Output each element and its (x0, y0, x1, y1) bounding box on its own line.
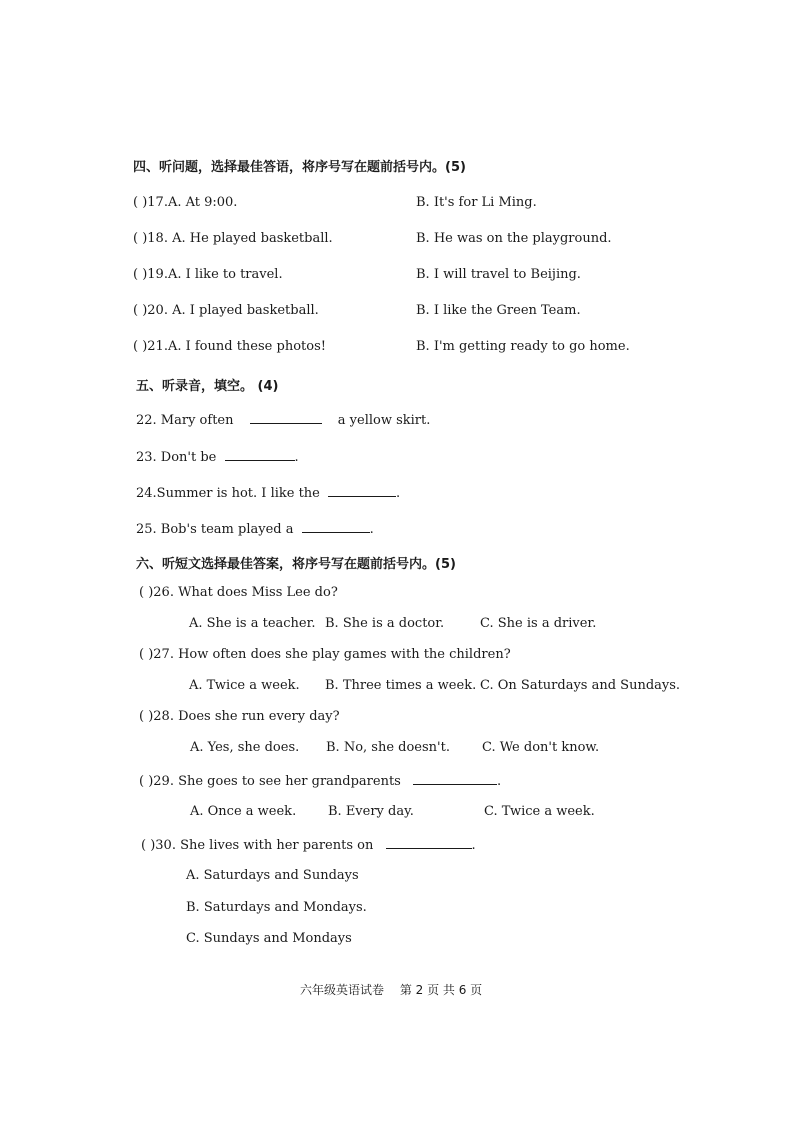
q29-tail: . (497, 774, 502, 789)
q22-line (136, 411, 430, 428)
q30-blank[interactable] (386, 836, 472, 849)
q26-option-c: C. She is a driver. (480, 616, 597, 631)
q30-option-b: B. Saturdays and Mondays. (186, 900, 367, 915)
q25-tail: . (369, 522, 374, 537)
q25-text: 25. Bob's team played a (136, 522, 294, 537)
section4-title: 四、听问题，选择最佳答语，将序号写在题前括号内。(5) (133, 160, 466, 175)
q17-option-b: B. It's for Li Ming. (416, 195, 537, 210)
q23-line (136, 448, 299, 465)
q28-option-a: A. Yes, she does. (190, 740, 300, 755)
q20-option-b: B. I like the Green Team. (416, 303, 581, 318)
q30-tail: . (471, 838, 476, 853)
q29-option-b: B. Every day. (328, 804, 414, 819)
q21-stem: ( )21.A. I found these photos! (133, 339, 326, 354)
q24-tail: . (396, 486, 401, 501)
q30-line (141, 836, 476, 853)
q29-line (139, 772, 501, 789)
q20-stem: ( )20. A. I played basketball. (133, 303, 319, 318)
q30-option-a: A. Saturdays and Sundays (186, 868, 359, 883)
q22-text: 22. Mary often (136, 413, 234, 428)
q26-option-a: A. She is a teacher. (189, 616, 316, 631)
q28-option-b: B. No, she doesn't. (326, 740, 450, 755)
q17-stem: ( )17.A. At 9:00. (133, 195, 238, 210)
q24-text: 24.Summer is hot. I like the (136, 486, 320, 501)
q30-option-c: C. Sundays and Mondays (186, 931, 352, 946)
q24-line (136, 484, 400, 501)
q28-option-c: C. We don't know. (482, 740, 600, 755)
page-footer: 六年级英语试卷 第 2 页 共 6 页 (300, 983, 483, 997)
q23-blank[interactable] (225, 448, 295, 461)
q22-tail: a yellow skirt. (337, 413, 431, 428)
q25-line (136, 520, 374, 537)
q18-option-b: B. He was on the playground. (416, 231, 612, 246)
q25-blank[interactable] (302, 520, 370, 533)
q29-stem: ( )29. She goes to see her grandparents (139, 774, 401, 789)
q30-stem: ( )30. She lives with her parents on (141, 838, 374, 853)
q23-tail: . (294, 450, 299, 465)
q21-option-b: B. I'm getting ready to go home. (416, 339, 630, 354)
q22-blank[interactable] (250, 411, 322, 424)
q26-option-b: B. She is a doctor. (325, 616, 445, 631)
q27-stem: ( )27. How often does she play games with the children? (139, 647, 511, 662)
q28-stem: ( )28. Does she run every day? (139, 709, 340, 724)
q24-blank[interactable] (328, 484, 396, 497)
q18-stem: ( )18. A. He played basketball. (133, 231, 333, 246)
q27-option-c: C. On Saturdays and Sundays. (480, 678, 681, 693)
q19-option-b: B. I will travel to Beijing. (416, 267, 581, 282)
q29-blank[interactable] (413, 772, 497, 785)
section5-title: 五、听录音，填空。 (4) (136, 379, 279, 394)
q19-stem: ( )19.A. I like to travel. (133, 267, 283, 282)
q29-option-c: C. Twice a week. (484, 804, 595, 819)
q26-stem: ( )26. What does Miss Lee do? (139, 585, 338, 600)
section6-title: 六、听短文选择最佳答案，将序号写在题前括号内。(5) (136, 557, 456, 572)
q27-option-a: A. Twice a week. (189, 678, 300, 693)
q27-option-b: B. Three times a week. (325, 678, 477, 693)
q23-text: 23. Don't be (136, 450, 217, 465)
q29-option-a: A. Once a week. (190, 804, 297, 819)
